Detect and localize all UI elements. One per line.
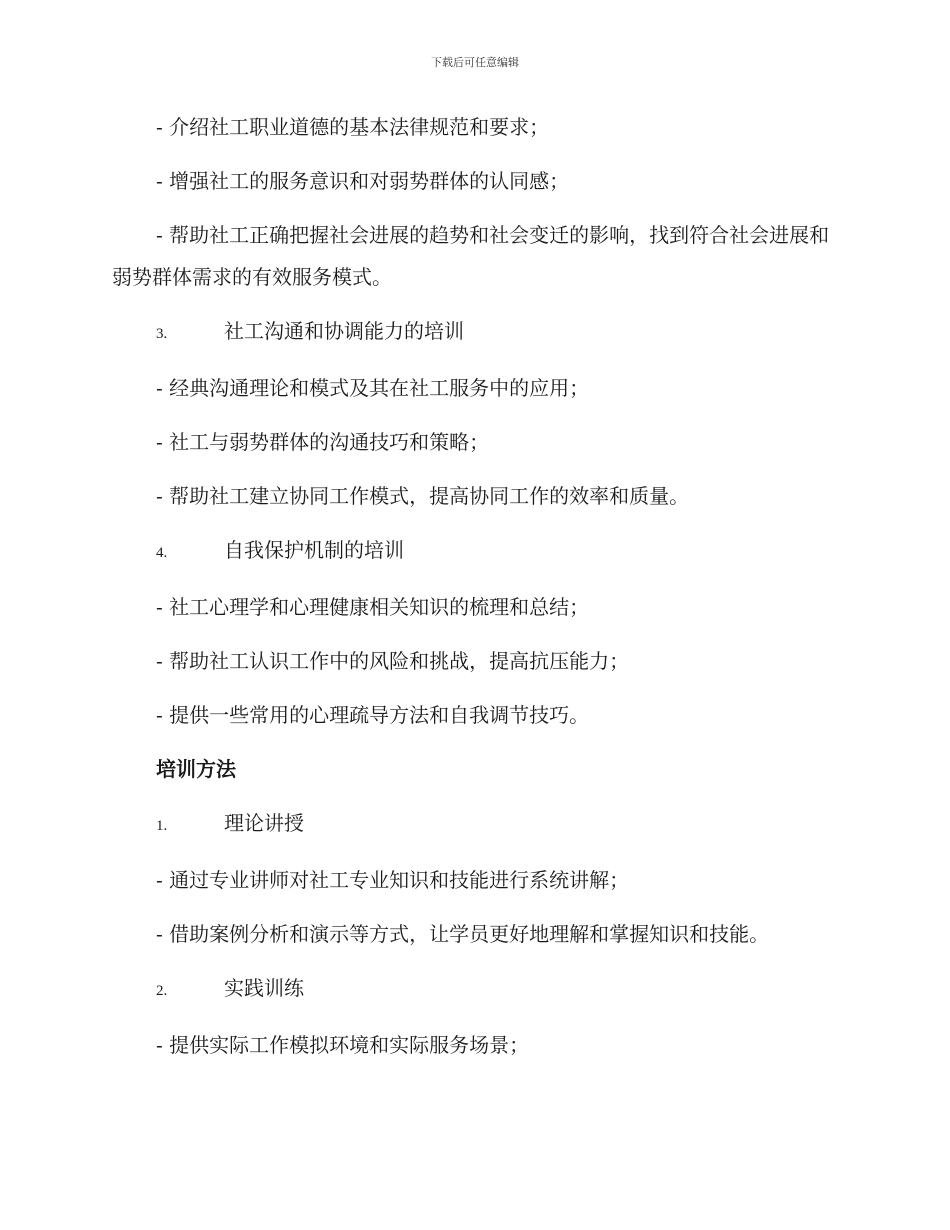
method-number: 2.: [156, 983, 168, 999]
bullet-line: - 帮助社工建立协同工作模式，提高协同工作的效率和质量。: [156, 484, 690, 508]
bullet-line: - 经典沟通理论和模式及其在社工服务中的应用；: [156, 376, 590, 400]
bullet-line: - 提供一些常用的心理疏导方法和自我调节技巧。: [156, 703, 590, 727]
method-number: 1.: [156, 818, 168, 834]
method-heading-2: [156, 973, 836, 1006]
section-heading-3: [156, 316, 836, 349]
section-number: 3.: [156, 326, 168, 342]
bullet-line: - 通过专业讲师对社工专业知识和技能进行系统讲解；: [156, 868, 630, 892]
bullet-line: - 社工心理学和心理健康相关知识的梳理和总结；: [156, 595, 590, 619]
bullet-line: - 借助案例分析和演示等方式，让学员更好地理解和掌握知识和技能。: [156, 922, 770, 946]
method-heading-1: [156, 808, 836, 841]
method-title: 实践训练: [224, 976, 304, 1000]
bullet-line: - 介绍社工职业道德的基本法律规范和要求；: [156, 115, 550, 139]
bullet-line: - 提供实际工作模拟环境和实际服务场景；: [156, 1033, 530, 1057]
bullet-line: - 帮助社工认识工作中的风险和挑战，提高抗压能力；: [156, 649, 630, 673]
section-heading-4: [156, 535, 836, 568]
section-number: 4.: [156, 545, 168, 561]
section-title: 自我保护机制的培训: [224, 538, 404, 562]
methods-heading: 培训方法: [156, 757, 236, 781]
bullet-line: - 社工与弱势群体的沟通技巧和策略；: [156, 430, 490, 454]
document-body: [112, 112, 836, 1084]
page-header: 下载后可任意编辑: [431, 56, 519, 69]
bullet-paragraph: - 帮助社工正确把握社会进展的趋势和社会变迁的影响，找到符合社会进展和弱势群体需求的有效服务模式。: [112, 223, 830, 289]
bullet-line: - 增强社工的服务意识和对弱势群体的认同感；: [156, 169, 570, 193]
method-title: 理论讲授: [224, 811, 304, 835]
section-title: 社工沟通和协调能力的培训: [224, 319, 464, 343]
